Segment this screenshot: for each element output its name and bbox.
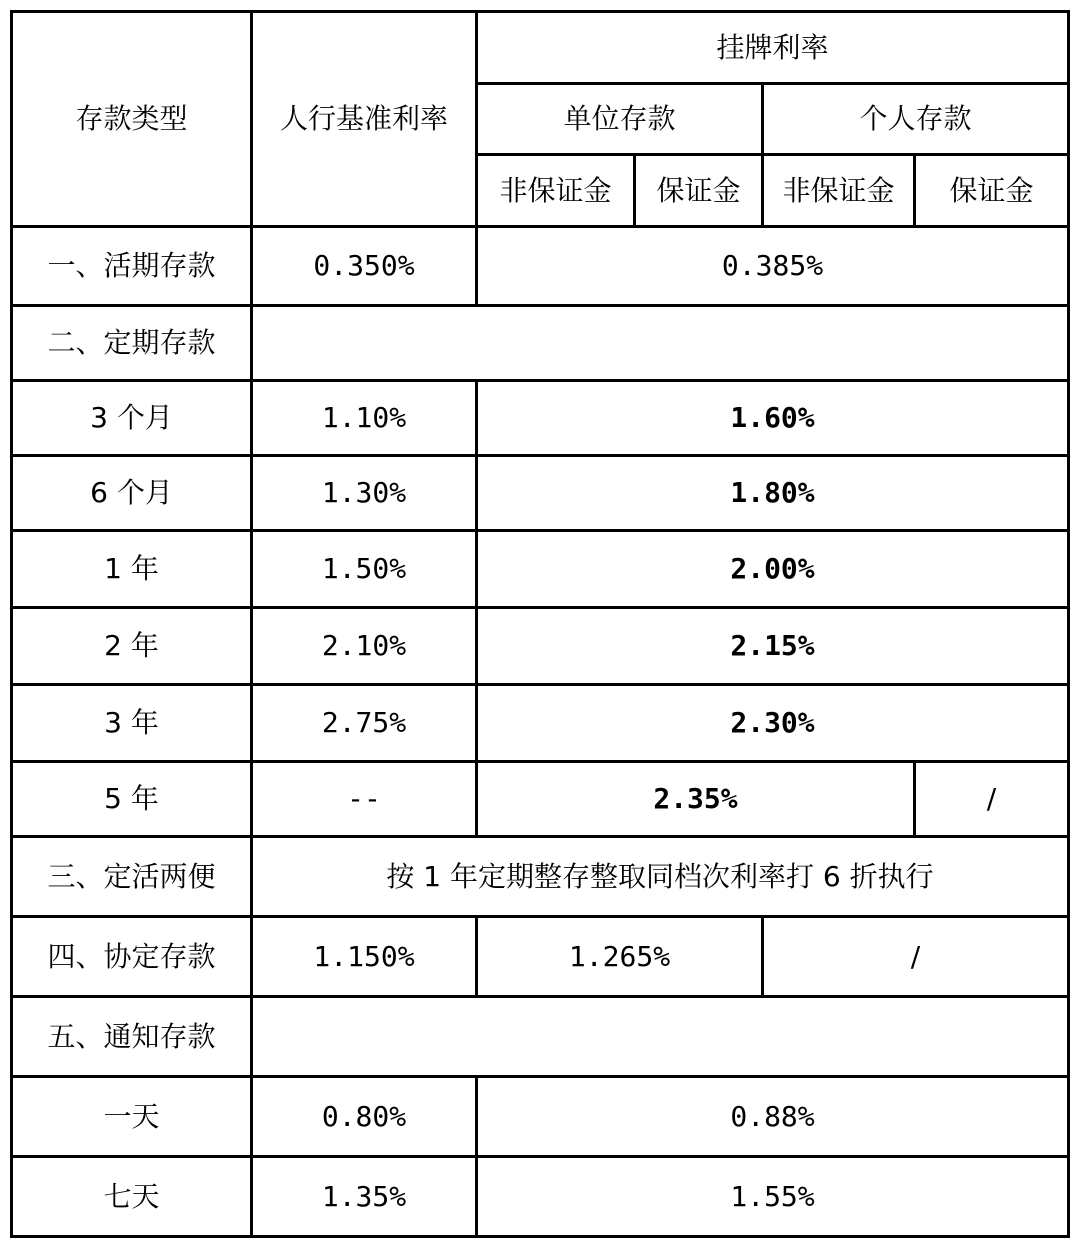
table-row	[12, 762, 1069, 837]
row-label: 6 个月	[12, 456, 252, 531]
header-deposit-type: 存款类型	[12, 12, 252, 227]
listed-rate-cell: 0.385%	[477, 227, 1069, 306]
pboc-rate-cell: 1.30%	[252, 456, 477, 531]
listed-rate-cell: 2.30%	[477, 685, 1069, 762]
table-row	[12, 685, 1069, 762]
pboc-rate-cell: 1.50%	[252, 531, 477, 608]
row-label: 七天	[12, 1157, 252, 1237]
listed-rate-cell: 1.55%	[477, 1157, 1069, 1237]
table-row	[12, 1157, 1069, 1237]
pboc-rate-cell: 0.350%	[252, 227, 477, 306]
pboc-rate-cell: 2.10%	[252, 608, 477, 685]
row-label: 一天	[12, 1077, 252, 1157]
header-pboc-benchmark-rate: 人行基准利率	[252, 12, 477, 227]
empty-cell	[252, 997, 1069, 1077]
pboc-rate-cell: --	[252, 762, 477, 837]
row-label: 3 个月	[12, 381, 252, 456]
listed-rate-cell: 2.15%	[477, 608, 1069, 685]
header-unit-deposit: 单位存款	[477, 84, 763, 155]
header-unit-margin: 保证金	[635, 155, 763, 227]
row-label: 5 年	[12, 762, 252, 837]
empty-cell	[252, 306, 1069, 381]
header-listed-rate: 挂牌利率	[477, 12, 1069, 84]
header-unit-non-margin: 非保证金	[477, 155, 635, 227]
table-row	[12, 306, 1069, 381]
pboc-rate-cell: 1.150%	[252, 917, 477, 997]
header-personal-non-margin: 非保证金	[763, 155, 915, 227]
row-label: 一、活期存款	[12, 227, 252, 306]
rate-note-cell: 按 1 年定期整存整取同档次利率打 6 折执行	[252, 837, 1069, 917]
table-row	[12, 997, 1069, 1077]
pboc-rate-cell: 0.80%	[252, 1077, 477, 1157]
pboc-rate-cell: 1.35%	[252, 1157, 477, 1237]
personal-rate-cell: /	[763, 917, 1069, 997]
row-label: 四、协定存款	[12, 917, 252, 997]
unit-rate-cell: 1.265%	[477, 917, 763, 997]
table-row	[12, 608, 1069, 685]
row-label: 五、通知存款	[12, 997, 252, 1077]
listed-rate-cell: 2.00%	[477, 531, 1069, 608]
listed-rate-cell: 2.35%	[477, 762, 915, 837]
listed-rate-cell: 1.60%	[477, 381, 1069, 456]
row-label: 3 年	[12, 685, 252, 762]
table-row	[12, 837, 1069, 917]
header-personal-margin: 保证金	[915, 155, 1069, 227]
pboc-rate-cell: 2.75%	[252, 685, 477, 762]
header-row	[12, 12, 1069, 84]
listed-rate-cell: 1.80%	[477, 456, 1069, 531]
table-row	[12, 1077, 1069, 1157]
row-label: 2 年	[12, 608, 252, 685]
table-row	[12, 531, 1069, 608]
table-row	[12, 381, 1069, 456]
header-personal-deposit: 个人存款	[763, 84, 1069, 155]
table-row	[12, 917, 1069, 997]
row-label: 三、定活两便	[12, 837, 252, 917]
row-label: 二、定期存款	[12, 306, 252, 381]
table-row	[12, 227, 1069, 306]
listed-rate-cell: 0.88%	[477, 1077, 1069, 1157]
pboc-rate-cell: 1.10%	[252, 381, 477, 456]
deposit-rate-table	[10, 10, 1070, 1238]
table-row	[12, 456, 1069, 531]
personal-margin-cell: /	[915, 762, 1069, 837]
row-label: 1 年	[12, 531, 252, 608]
